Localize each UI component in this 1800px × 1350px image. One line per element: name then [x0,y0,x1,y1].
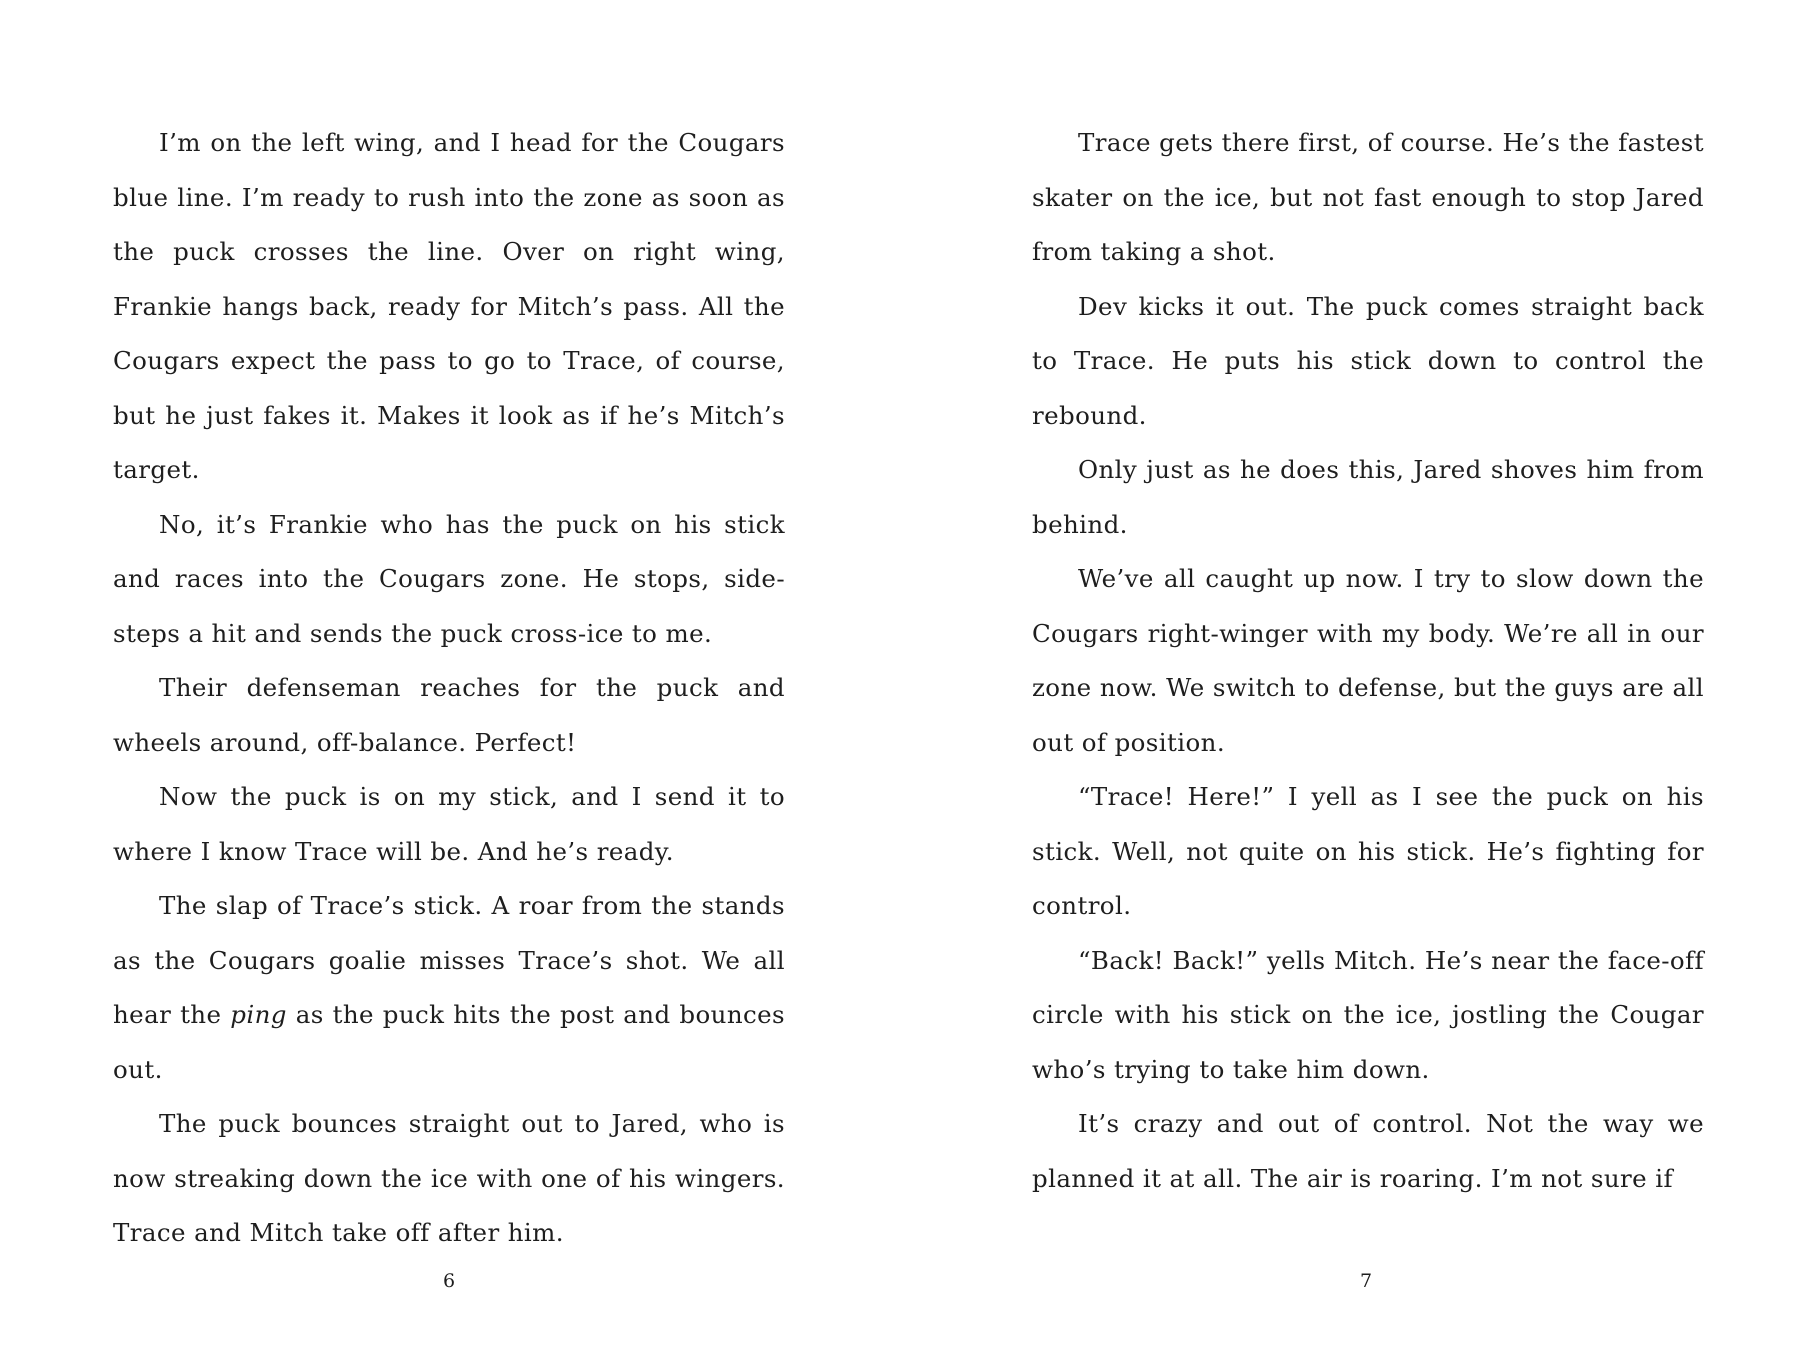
paragraph: “Back! Back!” yells Mitch. He’s near the face-off circle with his stick on the ice, jostling the Cougar who’s trying to take him down. [1032,945,1704,1084]
paragraph: “Trace! Here!” I yell as I see the puck on his stick. Well, not quite on his stick. He’s fighting for control. [1032,782,1704,920]
paragraph: Trace gets there first, of course. He’s the fastest skater on the ice, but not fast enough to stop Jared from taking a shot. [1032,128,1704,266]
paragraph-text: The slap of Trace’s stick. A roar from the stands as the Cougars goalie misses Trace’s shot. We all hear the [113,891,785,1029]
paragraph: I’m on the left wing, and I head for the Cougars blue line. I’m ready to rush into the zone as soon as the puck crosses the line. Over on right wing, Frankie hangs back, ready for Mitch’s pass. All the Cougars expect the pass to go to Trace, of course, but he just fakes it. Makes it look as if he’s Mitch’s target. [113,128,785,484]
paragraph: It’s crazy and out of control. Not the way we planned it at all. The air is roaring. I’m not sure if [1032,1109,1704,1193]
paragraph: No, it’s Frankie who has the puck on his stick and races into the Cougars zone. He stops, side-steps a hit and sends the puck cross-ice to me. [113,509,785,648]
paragraph: Dev kicks it out. The puck comes straight back to Trace. He puts his stick down to control the rebound. [1032,291,1704,430]
paragraph: We’ve all caught up now. I try to slow down the Cougars right-winger with my body. We’re all in our zone now. We switch to defense, but the guys are all out of position. [1032,564,1704,757]
paragraph-text: as the puck hits the post and bounces out. [113,1000,785,1084]
right-page-text [1032,116,1704,1206]
paragraph: Only just as he does this, Jared shoves him from behind. [1032,455,1704,539]
left-page-text [113,116,785,1261]
paragraph [113,879,785,1097]
emphasized-word: ping [230,1000,287,1029]
page-number: 6 [442,1270,456,1292]
paragraph: Their defenseman reaches for the puck and wheels around, off-balance. Perfect! [113,673,785,757]
page-number: 7 [1359,1270,1373,1292]
paragraph: The puck bounces straight out to Jared, who is now streaking down the ice with one of his wingers. Trace and Mitch take off after him. [113,1109,785,1247]
right-page [900,0,1800,1350]
paragraph: Now the puck is on my stick, and I send it to where I know Trace will be. And he’s ready. [113,782,785,866]
